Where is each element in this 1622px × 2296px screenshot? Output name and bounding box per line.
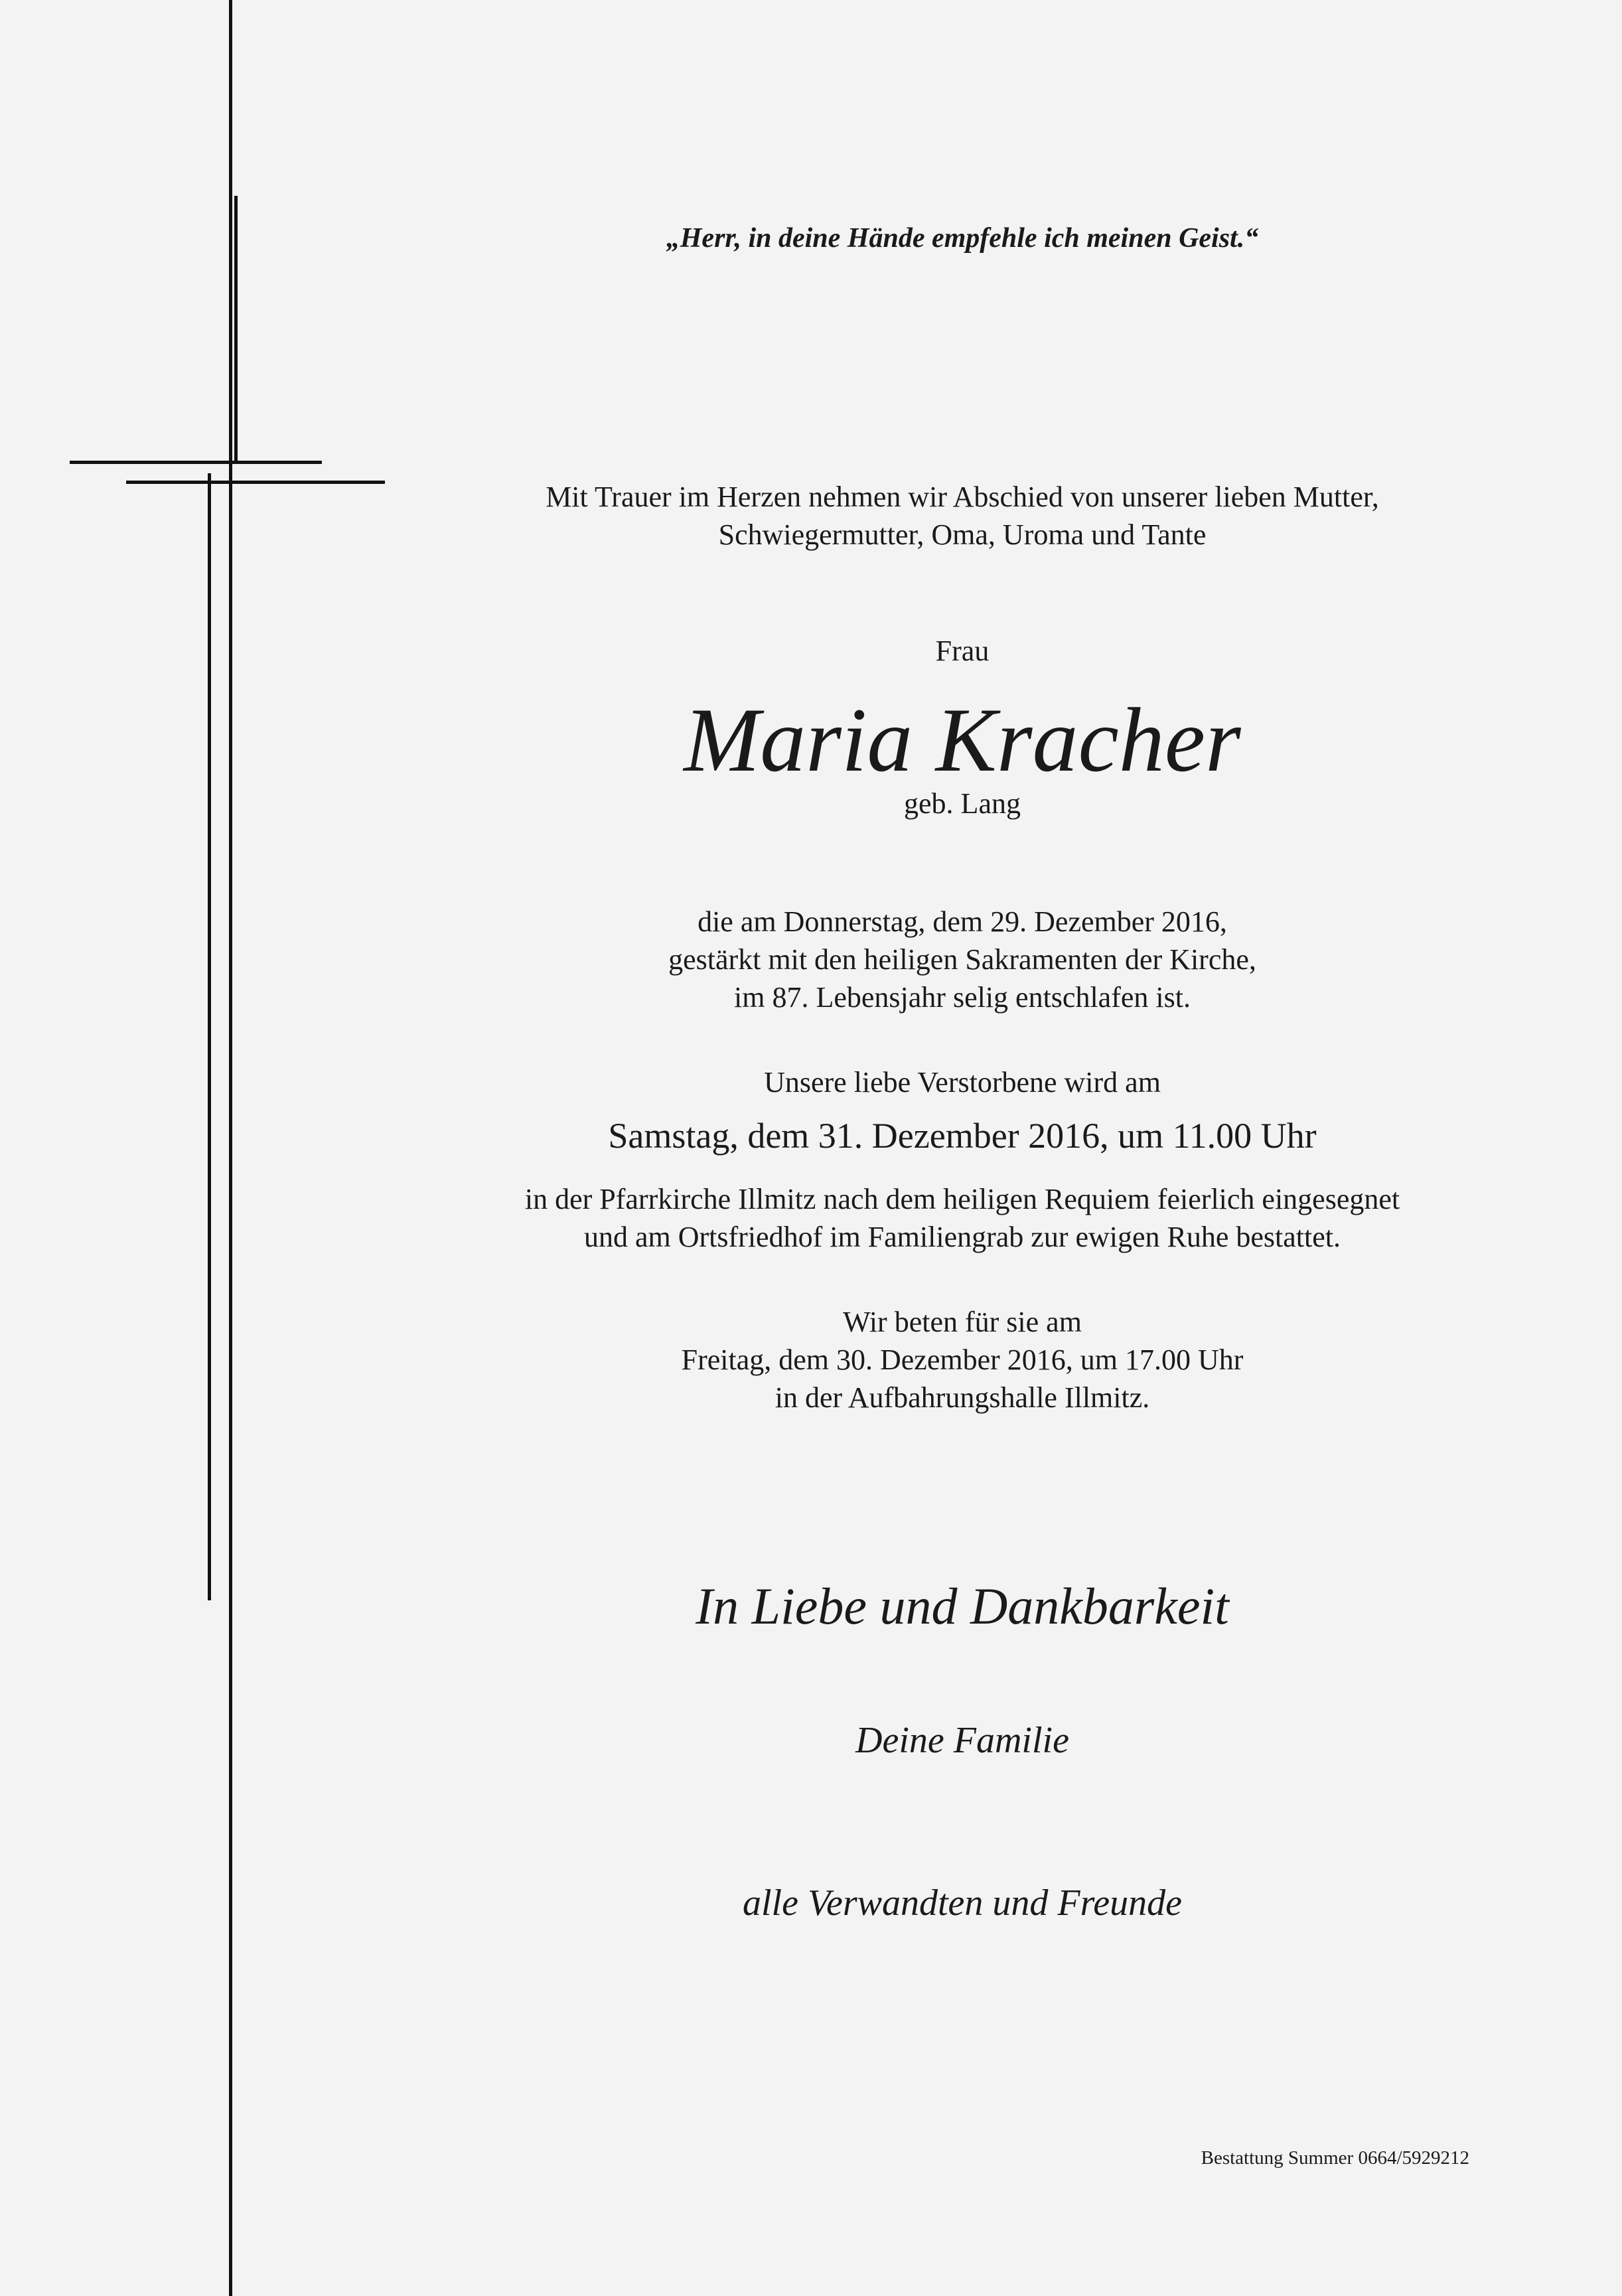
cross-lower-bar xyxy=(126,481,385,484)
burial-details xyxy=(458,1180,1467,1256)
cross-short-vertical xyxy=(208,473,211,1600)
deceased-name: Maria Kracher xyxy=(684,689,1241,791)
burial-date: Samstag, dem 31. Dezember 2016, um 11.00 Uhr xyxy=(608,1116,1317,1156)
death-notice xyxy=(458,903,1467,1016)
salutation: Frau xyxy=(935,635,990,667)
burial-intro: Unsere liebe Verstorbene wird am xyxy=(764,1066,1161,1099)
prayer-line: in der Aufbahrungshalle Illmitz. xyxy=(774,1381,1150,1414)
intro-text xyxy=(458,478,1467,554)
relatives-signature: alle Verwandten und Freunde xyxy=(742,1882,1183,1924)
cross-long-vertical xyxy=(229,0,232,2296)
funeral-home-footer: Bestattung Summer 0664/5929212 xyxy=(1201,2147,1469,2169)
gratitude-line: In Liebe und Dankbarkeit xyxy=(696,1577,1229,1635)
intro-line: Mit Trauer im Herzen nehmen wir Abschied von unserer lieben Mutter, xyxy=(546,481,1379,513)
burial-details-line: und am Ortsfriedhof im Familiengrab zur ewigen Ruhe bestattet. xyxy=(583,1221,1341,1253)
death-notice-line: im 87. Lebensjahr selig entschlafen ist. xyxy=(734,981,1191,1014)
cross-upper-vertical xyxy=(234,196,238,461)
prayer-notice xyxy=(458,1303,1467,1416)
scripture-quote: „Herr, in deine Hände empfehle ich meinen Geist.“ xyxy=(666,223,1259,254)
cross-upper-bar xyxy=(70,461,322,464)
family-signature: Deine Familie xyxy=(855,1720,1069,1761)
maiden-name: geb. Lang xyxy=(904,787,1021,820)
burial-details-line: in der Pfarrkirche Illmitz nach dem heiligen Requiem feierlich eingesegnet xyxy=(524,1183,1400,1215)
intro-line: Schwiegermutter, Oma, Uroma und Tante xyxy=(718,518,1207,551)
death-notice-line: gestärkt mit den heiligen Sakramenten der Kirche, xyxy=(668,943,1256,976)
prayer-line: Wir beten für sie am xyxy=(843,1306,1082,1338)
death-notice-line: die am Donnerstag, dem 29. Dezember 2016, xyxy=(698,905,1227,938)
prayer-line: Freitag, dem 30. Dezember 2016, um 17.00 Uhr xyxy=(681,1343,1244,1376)
